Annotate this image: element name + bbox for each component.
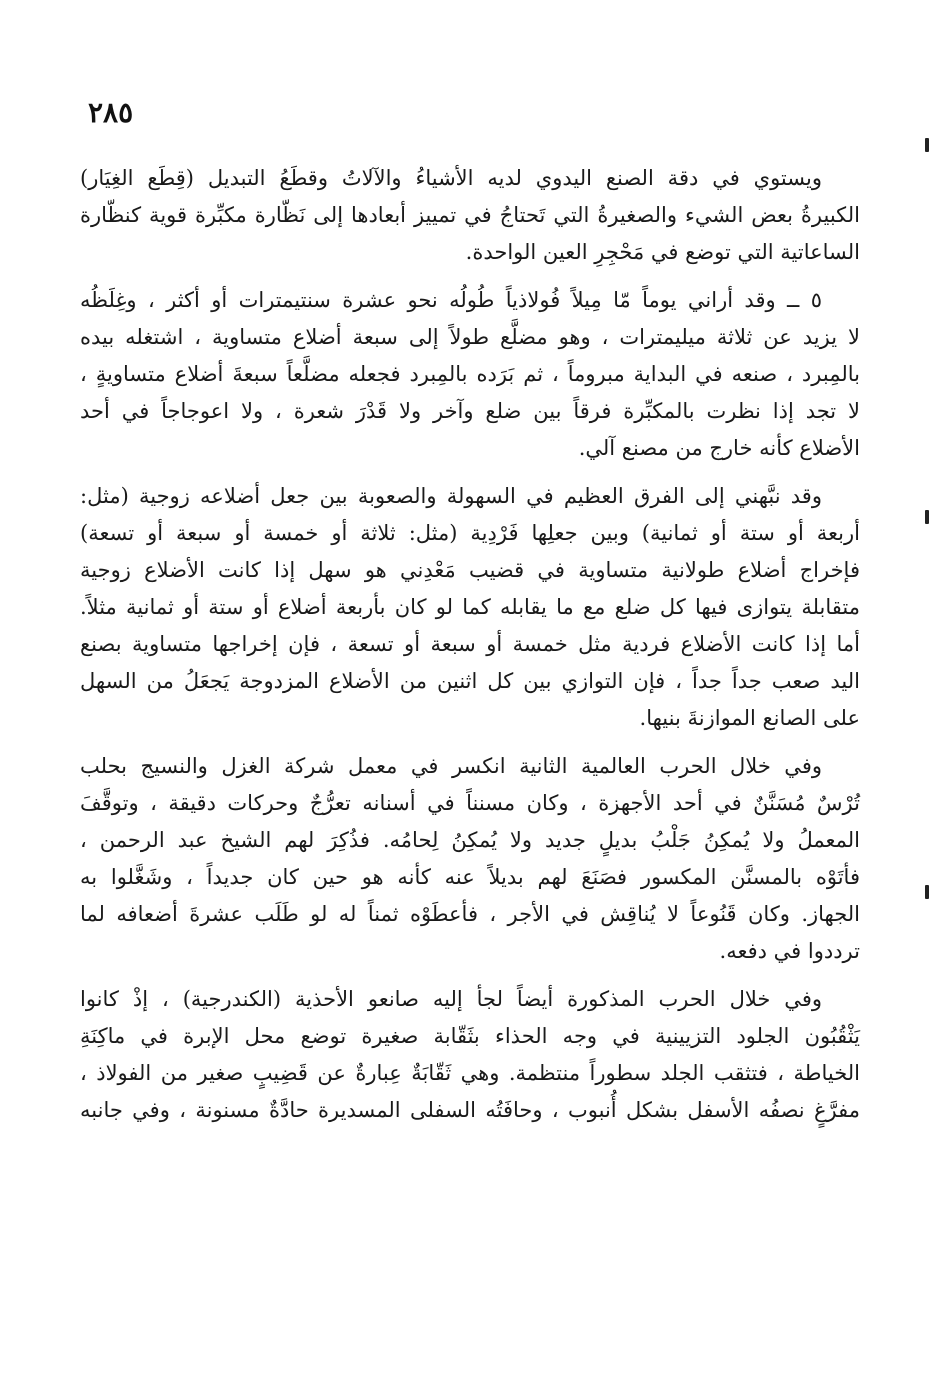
text-line: الجهاز. وكان قَنُوعاً لا يُناقِش في الأجر ، فأعطَوْه ثمناً له لو طَلَب عشرةَ أضعافه لما <box>80 902 860 926</box>
text-line: المعملُ ولا يُمكِنُ جَلْبُ بديلٍ جديد ولا يُمكِنُ لِحامُه. فذُكِرَ لهم الشيخ عبد الرحمن ، <box>80 828 860 852</box>
text-line: أربعة أو ستة أو ثمانية) وبين جعلِها فَرْدِية (مثل: ثلاثة أو خمسة أو سبعة أو تسعة) <box>80 521 860 545</box>
text-line: وفي خلال الحرب العالمية الثانية انكسر في معمل شركة الغزل والنسيج بحلب <box>80 754 822 778</box>
paragraph-3 <box>80 478 860 737</box>
text-line: فإخراج أضلاع طولانية متساوية في قضيب مَعْدِني هو سهل إذا كانت الأضلاع زوجية <box>80 558 860 582</box>
text-line: وفي خلال الحرب المذكورة أيضاً لجأ إليه صانعو الأحذية (الكندرجية) ، إذْ كانوا <box>80 987 822 1011</box>
paragraph-1 <box>80 160 860 271</box>
body-text <box>80 160 860 1140</box>
text-line: اليد صعب جداً جداً ، فإن التوازي بين كل اثنين من الأضلاع المزدوجة يَجعَلُ من السهل <box>80 669 860 693</box>
text-line: متقابلة يتوازى فيها كل ضلع مع ما يقابله كما لو كان بأربعة أضلاع أو ستة أو ثمانية مثلاً. <box>80 595 860 619</box>
text-line: ٥ ــ وقد أراني يوماً مّا مِيلاً فُولاذياً طُولُه نحو عشرة سنتيمترات أو أكثر ، وغِلَظُه <box>80 288 822 312</box>
text-line: الساعاتية التي توضع في مَحْجِرِ العين الواحدة. <box>465 240 860 264</box>
text-line: وقد نبَّهني إلى الفرق العظيم في السهولة والصعوبة بين جعل أضلاعه زوجية (مثل: <box>80 484 822 508</box>
text-line: ويستوي في دقة الصنع اليدوي لديه الأشياءُ والآلاتُ وقطَعُ التبديل (قِطَع الغِيَار) <box>80 166 822 190</box>
text-line: فأتَوْه بالمسنَّن المكسور فصَنَعَ لهم بديلاً عنه كأنه هو حين كان جديداً ، وشَغَّلوا به <box>80 865 860 889</box>
text-line: بالمِبرد ، صنعه في البداية مبروماً ، ثم بَرَده بالمِبرد فجعله مضلَّعاً سبعةَ أضلاع متساويةٍ ، <box>80 362 860 386</box>
text-line: على الصانع الموازنةَ بنيها. <box>639 706 860 730</box>
text-line: يَثْقُبُون الجلود التزيينية في وجه الحذاء بثَقّابة صغيرة توضع محل الإبرة في ماكِنَةِ <box>80 1024 860 1048</box>
scan-margin-mark <box>925 138 929 152</box>
paragraph-4 <box>80 748 860 970</box>
text-line: الخياطة ، فتثقب الجلد سطوراً منتظمة. وهي ثَقّابَةٌ عِبارةٌ عن قَضِيبٍ صغير من الفولاذ ، <box>80 1061 860 1085</box>
text-line: أما إذا كانت الأضلاع فردية مثل خمسة أو سبعة أو تسعة ، فإن إخراجها متساوية بصنع <box>80 632 860 656</box>
text-line: الكبيرةُ بعض الشيء والصغيرةُ التي تَحتاجُ في تمييز أبعادها إلى نَظّارة مكبِّرة قوية كنظّارة <box>80 203 860 227</box>
page-number: ٢٨٥ <box>88 96 134 129</box>
text-line: لا تجد إذا نظرت بالمكبِّرة فرقاً بين ضلع وآخر ولا قَدْرَ شعرة ، ولا اعوجاجاً في أحد <box>80 399 860 423</box>
text-line: تُرْسٌ مُسَنَّنٌ في أحد الأجهزة ، وكان مسنناً في أسنانه تعرُّجٌ وحركات دقيقة ، وتوقَّفَ <box>80 791 860 815</box>
text-line: مفرَّغٍ نصفُه الأسفل بشكل أُنبوب ، وحافَتُه السفلى المسديرة حادَّةٌ مسنونة ، وفي جانبه <box>80 1098 860 1122</box>
scan-margin-mark <box>925 510 929 524</box>
paragraph-2 <box>80 282 860 467</box>
scan-margin-mark <box>925 885 929 899</box>
text-line: الأضلاع كأنه خارج من مصنع آلي. <box>578 436 860 460</box>
text-line: لا يزيد عن ثلاثة ميليمترات ، وهو مضلَّع طولاً إلى سبعة أضلاع متساوية ، اشتغله بيده <box>80 325 860 349</box>
paragraph-5 <box>80 981 860 1129</box>
text-line: ترددوا في دفعه. <box>719 939 860 963</box>
